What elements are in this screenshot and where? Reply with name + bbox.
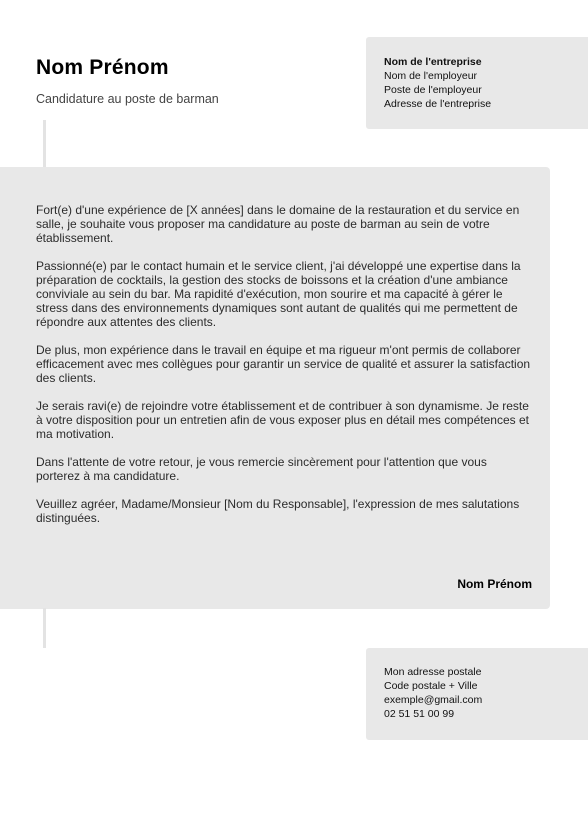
letter-paragraph-4: Je serais ravi(e) de rejoindre votre établissement et de contribuer à son dynamisme. Je reste à votre disposition pour un entretien afin de vous exposer plus en détail mes compétences et ma motivation. [36, 399, 529, 441]
letter-paragraph-1: Fort(e) d'une expérience de [X années] dans le domaine de la restauration et du service en salle, je souhaite vous proposer ma candidature au poste de barman au sein de votre établissement. [36, 203, 520, 245]
letter-paragraph-3: De plus, mon expérience dans le travail en équipe et ma rigueur m'ont permis de collaborer efficacement avec mes collègues pour garantir un service de qualité et assurer la satisfaction des clients. [36, 343, 531, 385]
company-address: Adresse de l'entreprise [384, 98, 492, 110]
employer-name: Nom de l'employeur [384, 70, 478, 82]
company-name: Nom de l'entreprise [384, 56, 482, 68]
letter-paragraph-2: Passionné(e) par le contact humain et le service client, j'ai développé une expertise dans la préparation de cocktails, la gestion des stocks de boissons et la création d'une ambiance conviviale au sein du bar. Ma rapidité d'exécution, mon sourire et ma capacité à gérer le stress dans des environnements dynamiques sont autant de qualités qui me permettent de répondre aux attentes des clients. [36, 259, 521, 329]
sender-contact-block [366, 648, 588, 740]
sender-phone: 02 51 51 00 99 [384, 708, 455, 720]
applicant-name: Nom Prénom [36, 56, 169, 79]
decorative-line-bottom [43, 608, 46, 648]
letter-subtitle: Candidature au poste de barman [36, 92, 219, 106]
decorative-line-top [43, 120, 46, 168]
letter-body [0, 167, 550, 609]
sender-address: Mon adresse postale [384, 666, 482, 678]
sender-postal-city: Code postale + Ville [384, 680, 478, 692]
recipient-block [366, 37, 588, 129]
letter-paragraph-6: Veuillez agréer, Madame/Monsieur [Nom du Responsable], l'expression de mes salutations distinguées. [36, 497, 520, 525]
signature: Nom Prénom [457, 577, 532, 591]
letter-paragraph-5: Dans l'attente de votre retour, je vous remercie sincèrement pour l'attention que vous porterez à ma candidature. [36, 455, 487, 483]
employer-position: Poste de l'employeur [384, 84, 482, 96]
sender-email: exemple@gmail.com [384, 694, 483, 706]
